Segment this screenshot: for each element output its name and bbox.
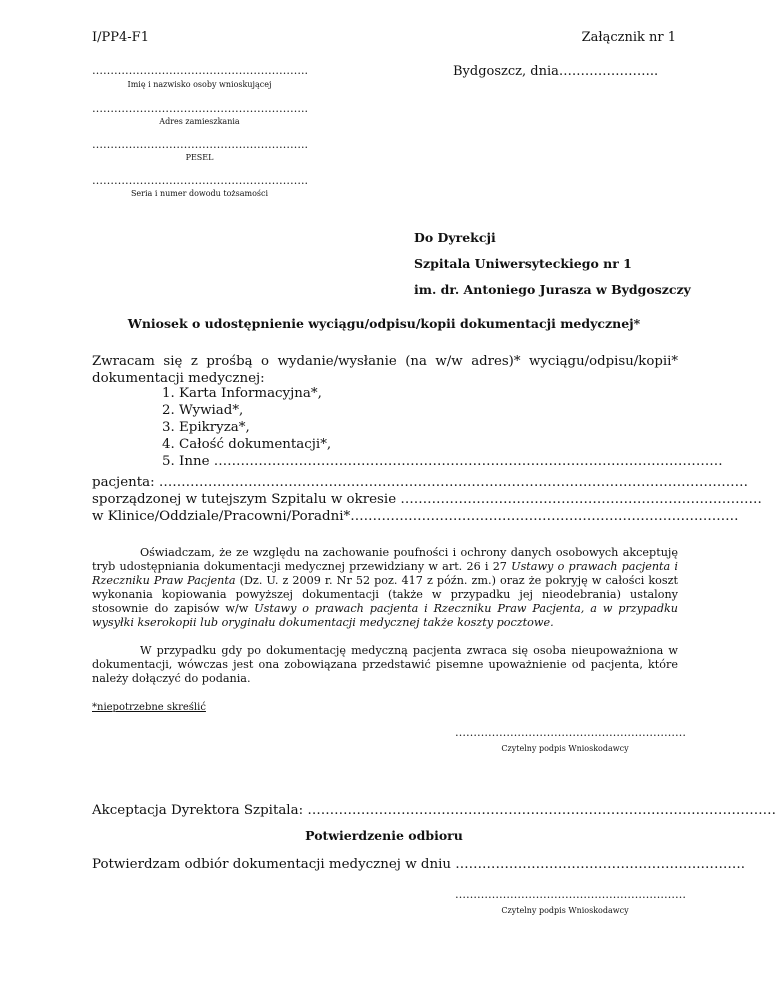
name-caption: Imię i nazwisko osoby wnioskującej <box>127 80 272 89</box>
list-item: 3. Epikryza*, <box>162 420 250 435</box>
document-code: I/PP4-F1 <box>92 30 149 45</box>
place-date: Bydgoszcz, dnia………………….. <box>453 64 659 79</box>
patient-line: pacjenta: …………………………………………………………………………………………………………………… <box>92 475 749 490</box>
id-dots: ………………………………………………….. <box>92 174 308 187</box>
footnote: *niepotrzebne skreślić <box>92 702 206 713</box>
pesel-caption: PESEL <box>185 153 214 162</box>
request-line2: dokumentacji medycznej: <box>92 371 265 386</box>
declaration-paragraph: Oświadczam, że ze względu na zachowanie poufności i ochrony danych osobowych akceptuję tryb udostępniania dokumentacji medycznej przewidziany w art. 26 i 27 Ustawy o prawach pacjenta i Rzeczniku Praw Pacjenta (Dz. U. z 2009 r. Nr 52 poz. 417 z późn. zm.) oraz że pokryję w całości koszt wykonania kopiowania powyższej dokumentacji (także w przypadku jej nieodebrania) ustalony stosownie do zapisów w/w Ustawy o prawach pacjenta i Rzeczniku Praw Pacjenta, a w przypadku wysyłki kserokopii lub oryginału dokumentacji medycznej także koszty pocztowe. <box>92 546 678 629</box>
signature-dots: ……………………………………………………… <box>455 726 686 739</box>
director-acceptance: Akceptacja Dyrektora Szpitala: …………………………………………………………………………………………… <box>92 803 776 818</box>
address-dots: ………………………………………………….. <box>92 102 308 115</box>
addressee-line1: Do Dyrekcji <box>414 230 496 245</box>
clinic-line: w Klinice/Oddziale/Pracowni/Poradni*…………………………………………………………………………… <box>92 509 739 524</box>
addressee-line2: Szpitala Uniwersyteckiego nr 1 <box>414 256 632 271</box>
address-caption: Adres zamieszkania <box>159 117 240 126</box>
pesel-dots: ………………………………………………….. <box>92 138 308 151</box>
receipt-signature-dots: ……………………………………………………… <box>455 888 686 901</box>
addressee-line3: im. dr. Antoniego Jurasza w Bydgoszczy <box>414 282 691 297</box>
form-title: Wniosek o udostępnienie wyciągu/odpisu/kopii dokumentacji medycznej* <box>127 316 641 331</box>
period-line: sporządzonej w tutejszym Szpitalu w okresie ……………………………………………………………………… <box>92 492 762 507</box>
list-item: 4. Całość dokumentacji*, <box>162 437 332 452</box>
list-item: 1. Karta Informacyjna*, <box>162 386 322 401</box>
list-item: 2. Wywiad*, <box>162 403 244 418</box>
request-line1: Zwracam się z prośbą o wydanie/wysłanie (na w/w adres)* wyciągu/odpisu/kopii* <box>92 354 678 369</box>
signature-caption: Czytelny podpis Wnioskodawcy <box>501 744 629 753</box>
attachment-label: Załącznik nr 1 <box>581 30 676 45</box>
receipt-signature-caption: Czytelny podpis Wnioskodawcy <box>501 906 629 915</box>
id-caption: Seria i numer dowodu tożsamości <box>130 189 269 198</box>
receipt-heading: Potwierdzenie odbioru <box>305 828 463 843</box>
receipt-text: Potwierdzam odbiór dokumentacji medycznej w dniu ……………………………………………….………. <box>92 857 745 872</box>
list-item: 5. Inne …………………………………………………………………………………………………… <box>162 454 723 469</box>
name-dots: ………………………………………………….. <box>92 64 308 77</box>
authorization-paragraph: W przypadku gdy po dokumentację medyczną pacjenta zwraca się osoba nieupoważniona w dokumentacji, wówczas jest ona zobowiązana przedstawić pisemne upoważnienie od pacjenta, które należy dołączyć do podania. <box>92 644 678 685</box>
